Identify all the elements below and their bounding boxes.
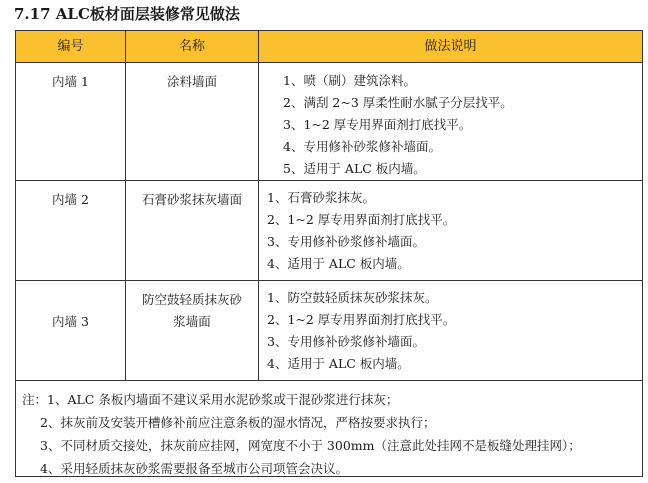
row-1-step: 4、专用修补砂浆修补墙面。: [283, 139, 441, 154]
practice-table: [15, 30, 643, 477]
row-1-step: 5、适用于 ALC 板内墙。: [283, 161, 426, 176]
row-3-step: 4、适用于 ALC 板内墙。: [267, 356, 410, 371]
note-line: 注：1、ALC 条板内墙面不建议采用水泥砂浆或干混砂浆进行抹灰；: [22, 392, 399, 407]
row-3-step: 2、1~2 厚专用界面剂打底找平。: [267, 312, 456, 327]
row-3-step: 3、专用修补砂浆修补墙面。: [267, 334, 425, 349]
row-2-description: [259, 181, 642, 281]
row-1-name: 涂料墙面: [126, 63, 259, 181]
page-title: 7.17 ALC板材面层装修常见做法: [14, 5, 240, 23]
note-line: 2、抹灰前及安装开槽修补前应注意条板的湿水情况，严格按要求执行；: [40, 415, 436, 430]
row-1-step: 3、1~2 厚专用界面剂打底找平。: [283, 117, 472, 132]
note-line: 4、采用轻质抹灰砂浆需要报备至城市公司项管会决议。: [40, 461, 348, 476]
row-1-code: 内墙 1: [16, 63, 126, 181]
row-3-name: 防空鼓轻质抹灰砂浆墙面: [126, 281, 259, 381]
notes-section: [16, 381, 642, 476]
row-2-step: 1、石膏砂浆抹灰。: [267, 190, 375, 205]
row-2-name: 石膏砂浆抹灰墙面: [126, 181, 259, 281]
row-3-description: [259, 281, 642, 381]
header-name: 名称: [126, 31, 259, 63]
header-code: 编号: [16, 31, 126, 63]
row-2-step: 4、适用于 ALC 板内墙。: [267, 256, 410, 271]
row-2-step: 3、专用修补砂浆修补墙面。: [267, 234, 425, 249]
row-1-description: [259, 63, 642, 181]
row-2-step: 2、1~2 厚专用界面剂打底找平。: [267, 212, 456, 227]
row-1-step: 2、满刮 2~3 厚柔性耐水腻子分层找平。: [283, 95, 513, 110]
row-2-code: 内墙 2: [16, 181, 126, 281]
row-1-step: 1、喷（刷）建筑涂料。: [283, 73, 416, 88]
row-3-step: 1、防空鼓轻质抹灰砂浆抹灰。: [267, 290, 438, 305]
header-description: 做法说明: [259, 31, 642, 63]
row-3-code: 内墙 3: [16, 281, 126, 381]
note-line: 3、不同材质交接处，抹灰前应挂网，网宽度不小于 300mm（注意此处挂网不是板缝处理挂网）；: [40, 438, 581, 453]
